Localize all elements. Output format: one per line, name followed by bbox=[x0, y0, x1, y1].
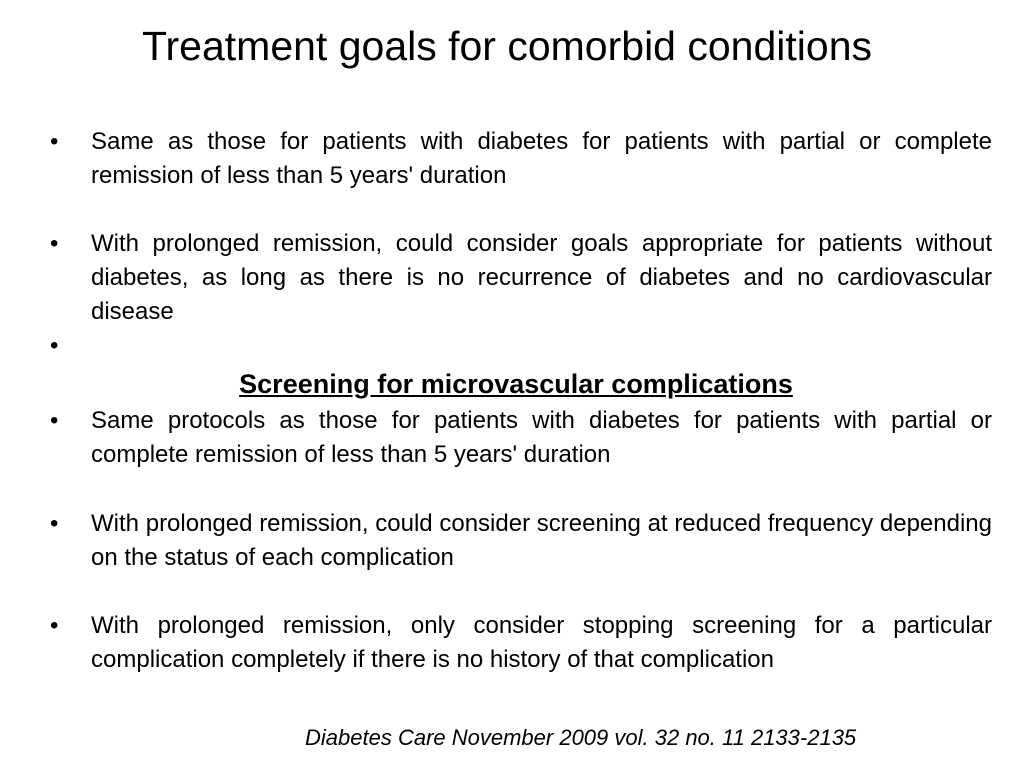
bullet-text: With prolonged remission, only consider stopping screening for a particular complication completely if there is no history of that complication bbox=[91, 612, 992, 673]
bullet-item bbox=[50, 507, 992, 575]
bullet-marker: • bbox=[50, 332, 59, 359]
bullet-text: With prolonged remission, could consider goals appropriate for patients without diabetes, as long as there is no recurrence of diabetes and no cardiovascular disease bbox=[91, 230, 992, 325]
bullet-text: With prolonged remission, could consider screening at reduced frequency depending on the status of each complication bbox=[91, 510, 992, 571]
section-heading: Screening for microvascular complications bbox=[239, 369, 793, 399]
bullet-item bbox=[50, 404, 992, 472]
bullet-text: Same as those for patients with diabetes for patients with partial or complete remission of less than 5 years' duration bbox=[91, 128, 992, 189]
bullet-marker: • bbox=[50, 230, 59, 257]
bullet-marker: • bbox=[50, 612, 59, 639]
bullet-marker: • bbox=[50, 128, 59, 155]
bullet-text: Same protocols as those for patients with diabetes for patients with partial or complete remission of less than 5 years' duration bbox=[91, 407, 992, 468]
citation: Diabetes Care November 2009 vol. 32 no. 11 2133-2135 bbox=[305, 725, 857, 750]
bullet-item bbox=[50, 227, 992, 329]
slide-title: Treatment goals for comorbid conditions bbox=[142, 23, 872, 69]
bullet-marker: • bbox=[50, 510, 59, 537]
bullet-item bbox=[50, 125, 992, 193]
bullet-item bbox=[50, 609, 992, 677]
bullet-marker: • bbox=[50, 407, 59, 434]
